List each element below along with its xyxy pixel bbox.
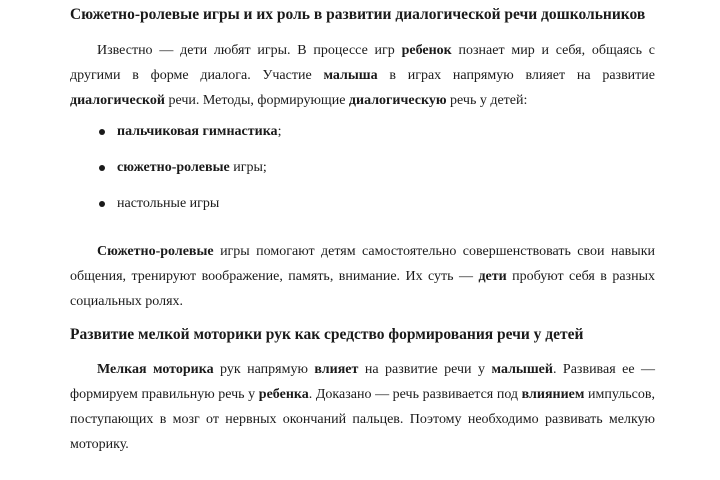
bold-term: ребенок (401, 43, 452, 58)
paragraph-role-play (70, 239, 655, 314)
text-run: познает мир и себя, общаясь с другими в форме диалога. Участие (70, 43, 655, 83)
bold-term: Мелкая моторика (97, 362, 214, 377)
list-item (70, 191, 655, 227)
document-page (70, 0, 655, 457)
bold-term: сюжетно-ролевые (117, 160, 230, 175)
text-run: речи. Методы, формирующие (165, 93, 349, 108)
text-run: Известно — дети любят игры. В процессе игр (97, 43, 402, 58)
bold-term: диалогическую (348, 93, 447, 108)
section-heading-role-play: Сюжетно-ролевые игры и их роль в развитии диалогической речи дошкольников (70, 6, 646, 23)
text-run: игры; (229, 160, 267, 175)
text-run: на развитие речи у (358, 362, 492, 377)
bold-term: ребенка (258, 387, 309, 402)
text-run: пробуют себя в разных социальных ролях. (70, 269, 655, 309)
text-run: игры помогают детям самостоятельно совершенствовать свои навыки общения, тренируют воображение, память, внимание. Их суть — (70, 244, 655, 284)
bold-term: влиянием (521, 387, 585, 402)
text-run: речь у детей: (446, 93, 528, 108)
text-run: настольные игры (117, 196, 220, 211)
bold-term: малыша (323, 68, 378, 83)
bold-term: пальчиковая гимнастика (117, 124, 278, 139)
text-run: рук напрямую (213, 362, 315, 377)
text-run: импульсов, поступающих в мозг от нервных окончаний пальцев. Поэтому необходимо развивать мелкую моторику. (70, 387, 655, 452)
list-item (70, 119, 655, 155)
methods-list (70, 119, 655, 227)
bold-term: дети (478, 269, 507, 284)
text-run: . Доказано — речь развивается под (308, 387, 522, 402)
bold-term: малышей (491, 362, 553, 377)
bold-term: влияет (314, 362, 359, 377)
bold-term: Сюжетно-ролевые (97, 244, 214, 259)
bold-term: диалогической (70, 93, 165, 108)
paragraph-fine-motor (70, 357, 655, 457)
section-heading-fine-motor: Развитие мелкой моторики рук как средство формирования речи у детей (70, 326, 584, 343)
text-run: ; (277, 124, 282, 139)
text-run: . Развивая ее — формируем правильную речь у (70, 362, 656, 402)
text-run: в играх напрямую влияет на развитие (377, 68, 656, 83)
paragraph-intro (70, 38, 655, 113)
list-item (70, 155, 655, 191)
